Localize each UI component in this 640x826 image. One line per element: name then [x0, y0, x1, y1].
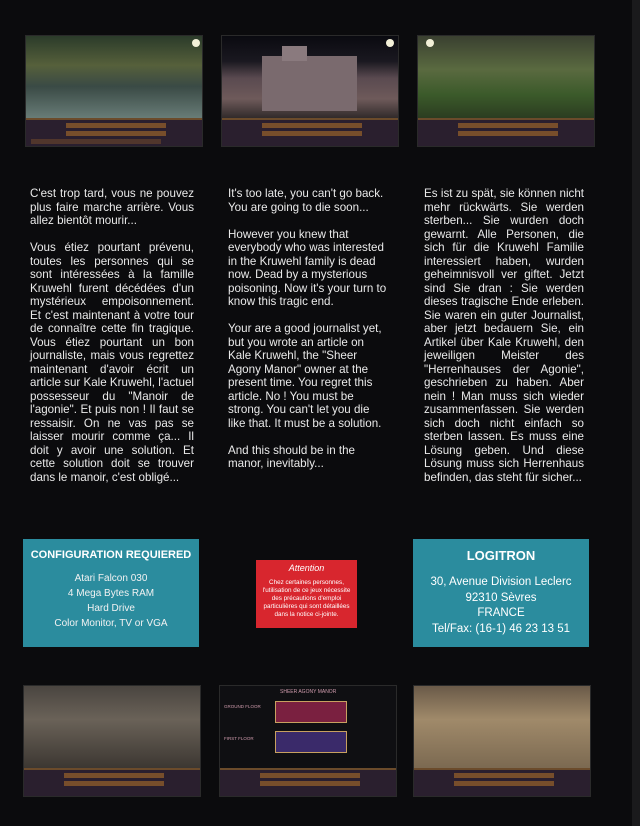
- config-line: Atari Falcon 030: [74, 573, 148, 584]
- game-hud: [222, 118, 398, 146]
- english-text: [228, 187, 390, 484]
- german-text: [424, 187, 584, 498]
- german-paragraph: Es ist zu spät, sie können nicht mehr rückwärts. Sie werden sterben... Sie wurden doch gewarnt. Alle Personen, die sich für die Kruwehl Familie interessiert haben, wurden geheimnisvoll ver giftet. Jetzt sind Sie dran : Sie werden dieses tragische Ende erleben. Sie waren ein guter Journalist, aber jetzt bedauern Sie, ein Artikel über Kale Kruwehl, den jeweiligen Meister des "Herrenhauses der Agonie", geschrieben zu haben. Aber nein ! Man muss sich wieder zusammenfassen. Sie werden sich doch nicht einfach so sterben lassen. Es muss eine Lösung geben. Und diese Lösung muss sich Herrenhaus befinden, das steht für sicher...: [424, 187, 584, 484]
- attention-notice: [256, 560, 357, 628]
- game-hud: [26, 118, 202, 146]
- french-paragraph: Vous étiez pourtant prévenu, toutes les personnes qui se sont intéressées à la famille Kruwehl furent décédées d'un mystérieux empoisonnement. Et c'est maintenant à votre tour de connaître cette fin tragique. Vous étiez pourtant un bon journaliste, mais vous regrettez maintenant d'avoir écrit un article sur Kale Kruwehl, l'actuel possesseur du "Manoir de l'agonie". Et puis non ! Il faut se ressaisir. On ne vas pas se laisser mourir comme ça... Il doit y avoir une solution. Et cette solution doit se trouver dans le manoir, c'est obligé...: [30, 241, 194, 484]
- config-line: Hard Drive: [87, 603, 135, 614]
- map-floor-label: FIRST FLOOR: [224, 736, 254, 741]
- address-line: FRANCE: [477, 607, 525, 619]
- config-line: Color Monitor, TV or VGA: [54, 618, 168, 629]
- page-edge: [632, 0, 640, 826]
- publisher-panel: [413, 539, 589, 647]
- game-hud: [414, 768, 590, 796]
- english-paragraph: It's too late, you can't go back. You are going to die soon...: [228, 187, 384, 214]
- screenshot-pond: [25, 35, 203, 147]
- french-paragraph: C'est trop tard, vous ne pouvez plus faire marche arrière. Vous allez bientôt mourir...: [30, 187, 194, 227]
- screenshot-map: [219, 685, 397, 797]
- screenshot-manor: [221, 35, 399, 147]
- address-line: Tel/Fax: (16-1) 46 23 13 51: [431, 622, 571, 635]
- game-hud: [220, 768, 396, 796]
- game-hud: [418, 118, 594, 146]
- attention-title: Attention: [288, 563, 325, 573]
- configuration-panel: [23, 539, 199, 647]
- map-title: SHEER AGONY MANOR: [280, 689, 337, 695]
- moon-icon: [426, 39, 434, 47]
- publisher-title: LOGITRON: [466, 548, 536, 563]
- english-paragraph: Your are a good journalist yet, but you wrote an article on Kale Kruwehl, the "Sheer Agony Manor" owner at the present time. You regret this article. No ! You must be strong. You can't let you die like that. It must be a solution.: [228, 322, 382, 430]
- english-paragraph: However you knew that everybody who was interested in the Kruwehl family is dead now. Dead by a mysterious poisoning. Now it's your turn to know this tragic end.: [228, 227, 387, 308]
- config-line: 4 Mega Bytes RAM: [67, 588, 155, 599]
- attention-body: Chez certaines personnes, l'utilisation de ce jeux nécessite des précautions d'emploi particulières qui sont détaillées dans la notice ci-jointe.: [262, 579, 351, 618]
- moon-icon: [386, 39, 394, 47]
- configuration-title: CONFIGURATION REQUIERED: [30, 549, 192, 561]
- screenshot-kitchen: [413, 685, 591, 797]
- address-line: 92310 Sèvres: [465, 591, 537, 604]
- screenshot-forest: [417, 35, 595, 147]
- screenshot-cellar: [23, 685, 201, 797]
- game-hud: [24, 768, 200, 796]
- map-floor-label: GROUND FLOOR: [224, 704, 261, 709]
- moon-icon: [192, 39, 200, 47]
- address-line: 30, Avenue Division Leclerc: [430, 576, 572, 588]
- french-text: [30, 187, 194, 498]
- english-paragraph: And this should be in the manor, inevitably...: [228, 443, 355, 470]
